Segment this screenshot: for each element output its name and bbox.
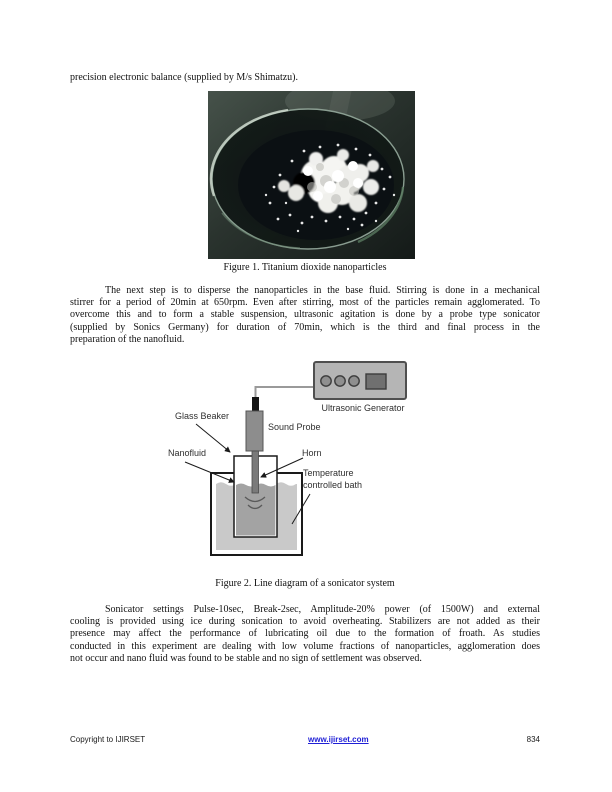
paragraph-sonicator-settings — [70, 604, 540, 665]
footer-website-link[interactable]: www.ijirset.com — [308, 735, 369, 744]
paragraph-dispersion — [70, 285, 540, 346]
label-glass-beaker: Glass Beaker — [175, 411, 230, 421]
label-horn: Horn — [302, 448, 322, 458]
intro-sentence: precision electronic balance (supplied by M/s Shimatzu). — [70, 72, 298, 83]
label-sound-probe: Sound Probe — [268, 422, 321, 432]
paragraph-line: stirrer for a period of 20min at 650rpm. Even after stirring, most of the particles remain agglomerated. To — [70, 297, 540, 309]
label-ultrasonic-generator: Ultrasonic Generator — [321, 403, 405, 413]
footer-page-number: 834 — [526, 735, 540, 744]
label-temperature-controlled-bath: Temperature controlled bath — [303, 468, 363, 490]
nanoparticle-photo-art — [208, 91, 415, 259]
paragraph-line: conducted in this experiment are dealing with low volume fractions of nanoparticles, agglomeration does — [70, 640, 540, 652]
paragraph-line: cooling is provided using ice during sonication to avoid overheating. Stabilizers are not added as their — [70, 616, 540, 628]
figure2-sonicator-diagram — [168, 358, 413, 570]
paragraph-line: The next step is to disperse the nanoparticles in the base fluid. Stirring is done in a mechanical — [105, 285, 540, 296]
page-footer — [0, 735, 612, 749]
paragraph-line: presence may affect the performance of lubricating oil due to the formation of froath. As studies — [70, 628, 540, 640]
label-nanofluid: Nanofluid — [168, 448, 207, 458]
figure2-caption: Figure 2. Line diagram of a sonicator system — [215, 578, 395, 589]
sonicator-diagram-art — [168, 358, 413, 570]
figure1-photo — [208, 91, 415, 259]
paragraph-line: (supplied by Sonics Germany) for duration of 70min, which is the third and final process in the — [70, 321, 540, 333]
paragraph-line: overcome this and to form a stable suspension, ultrasonic agitation is done by a probe type sonicator — [70, 309, 540, 321]
footer-copyright: Copyright to IJIRSET — [70, 735, 146, 744]
paragraph-line: not occur and nano fluid was found to be stable and no sign of settlement was observed. — [70, 652, 422, 664]
paragraph-line: preparation of the nanofluid. — [70, 333, 185, 345]
figure1-caption: Figure 1. Titanium dioxide nanoparticles — [223, 262, 387, 273]
paragraph-line: Sonicator settings Pulse-10sec, Break-2sec, Amplitude-20% power (of 1500W) and external — [105, 604, 540, 615]
